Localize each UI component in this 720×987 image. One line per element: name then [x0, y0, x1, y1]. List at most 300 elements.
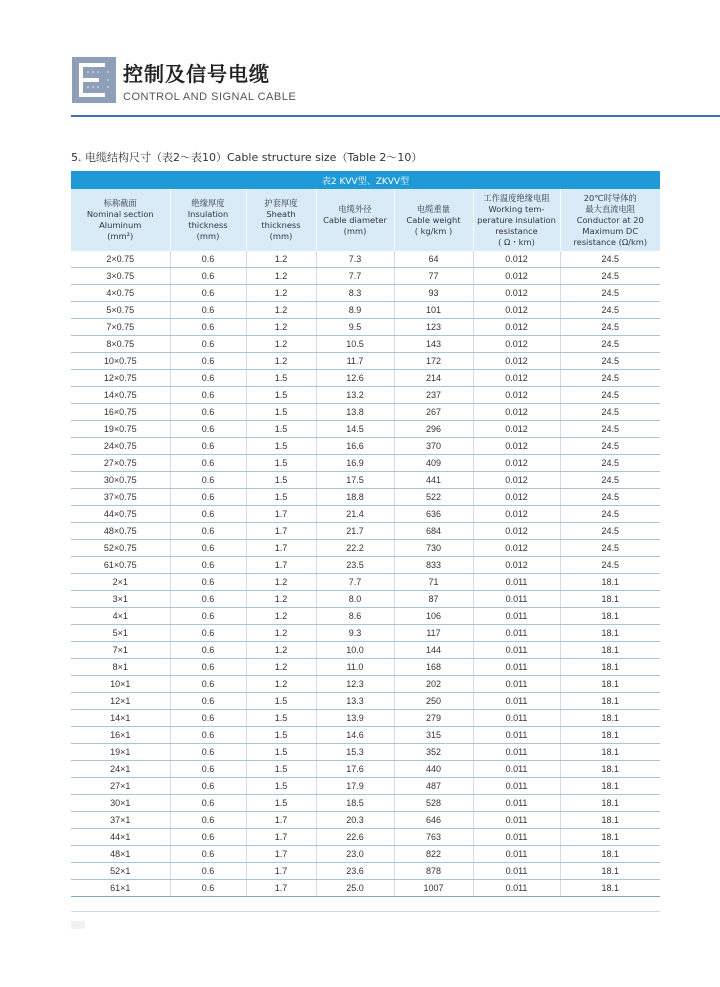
- table-row: [71, 659, 660, 676]
- table-cell: 0.6: [170, 608, 246, 625]
- table-cell: 0.012: [473, 472, 560, 489]
- page-subtitle: CONTROL AND SIGNAL CABLE: [123, 91, 297, 103]
- column-header-line: ( Ω・km): [498, 236, 535, 247]
- table-cell: 10.5: [316, 336, 394, 353]
- table-cell: 24.5: [560, 455, 660, 472]
- table-cell: 30×1: [71, 795, 170, 812]
- table-cell: 24×1: [71, 761, 170, 778]
- table-cell: 0.011: [473, 727, 560, 744]
- table-cell: 684: [394, 523, 473, 540]
- footer-divider: [71, 911, 660, 912]
- table-cell: 18.1: [560, 846, 660, 863]
- table-cell: 18.1: [560, 863, 660, 880]
- table-cell: 52×1: [71, 863, 170, 880]
- table-cell: 48×1: [71, 846, 170, 863]
- table-row: [71, 710, 660, 727]
- table-cell: 0.6: [170, 404, 246, 421]
- table-cell: 1.7: [246, 523, 316, 540]
- table-cell: 37×0.75: [71, 489, 170, 506]
- table-cell: 0.6: [170, 336, 246, 353]
- table-cell: 21.4: [316, 506, 394, 523]
- table-cell: 37×1: [71, 812, 170, 829]
- table-cell: 24.5: [560, 285, 660, 302]
- table-cell: 106: [394, 608, 473, 625]
- table-cell: 1.5: [246, 761, 316, 778]
- table-cell: 730: [394, 540, 473, 557]
- table-cell: 16.9: [316, 455, 394, 472]
- column-header: [170, 189, 246, 251]
- table-cell: 24.5: [560, 472, 660, 489]
- table-cell: 18.1: [560, 761, 660, 778]
- table-cell: 636: [394, 506, 473, 523]
- table-cell: 24.5: [560, 336, 660, 353]
- table-cell: 25.0: [316, 880, 394, 897]
- table-cell: 14.5: [316, 421, 394, 438]
- table-cell: 77: [394, 268, 473, 285]
- table-cell: 8.0: [316, 591, 394, 608]
- table-cell: 12.3: [316, 676, 394, 693]
- table-cell: 0.011: [473, 846, 560, 863]
- table-cell: 1.5: [246, 370, 316, 387]
- table-row: [71, 353, 660, 370]
- table-cell: 3×1: [71, 591, 170, 608]
- table-row: [71, 812, 660, 829]
- table-cell: 237: [394, 387, 473, 404]
- table-cell: 8×1: [71, 659, 170, 676]
- table-cell: 17.9: [316, 778, 394, 795]
- table-cell: 2×1: [71, 574, 170, 591]
- table-cell: 13.2: [316, 387, 394, 404]
- table-row: [71, 370, 660, 387]
- table-cell: 44×1: [71, 829, 170, 846]
- column-header-line: Cable diameter: [323, 214, 387, 225]
- table-cell: 0.6: [170, 302, 246, 319]
- table-cell: 24.5: [560, 302, 660, 319]
- table-cell: 1.5: [246, 472, 316, 489]
- table-row: [71, 591, 660, 608]
- table-cell: 0.6: [170, 829, 246, 846]
- column-header-line: (mm²): [107, 231, 134, 241]
- column-header-line: (mm): [196, 231, 220, 241]
- table-cell: 52×0.75: [71, 540, 170, 557]
- table-cell: 2×0.75: [71, 251, 170, 268]
- table-cell: 0.6: [170, 455, 246, 472]
- table-cell: 1.5: [246, 710, 316, 727]
- table-cell: 9.5: [316, 319, 394, 336]
- table-cell: 87: [394, 591, 473, 608]
- table-cell: 441: [394, 472, 473, 489]
- table-cell: 0.011: [473, 761, 560, 778]
- column-header: [71, 189, 170, 251]
- table-cell: 17.5: [316, 472, 394, 489]
- column-header-line: Working tem-: [488, 203, 545, 214]
- table-cell: 21.7: [316, 523, 394, 540]
- table-cell: 10×1: [71, 676, 170, 693]
- column-header-line: ( kg/km ): [414, 225, 453, 236]
- table-cell: 522: [394, 489, 473, 506]
- column-header-line: Sheath: [266, 209, 296, 219]
- table-row: [71, 421, 660, 438]
- table-cell: 19×1: [71, 744, 170, 761]
- table-cell: 0.6: [170, 540, 246, 557]
- column-header: [246, 189, 316, 251]
- table-cell: 0.012: [473, 302, 560, 319]
- column-header-line: resistance (Ω/km): [573, 236, 648, 247]
- table-cell: 763: [394, 829, 473, 846]
- table-cell: 24.5: [560, 421, 660, 438]
- table-cell: 0.012: [473, 285, 560, 302]
- table-cell: 24.5: [560, 489, 660, 506]
- column-header-line: 20℃时导体的: [583, 192, 637, 203]
- table-cell: 0.6: [170, 438, 246, 455]
- table-cell: 0.6: [170, 353, 246, 370]
- table-cell: 1.7: [246, 846, 316, 863]
- table-row: [71, 880, 660, 897]
- table-cell: 0.012: [473, 370, 560, 387]
- table-cell: 9.3: [316, 625, 394, 642]
- table-cell: 20.3: [316, 812, 394, 829]
- table-cell: 18.1: [560, 795, 660, 812]
- table-cell: 18.1: [560, 744, 660, 761]
- table-cell: 1.2: [246, 591, 316, 608]
- table-cell: 14×0.75: [71, 387, 170, 404]
- table-cell: 0.6: [170, 659, 246, 676]
- table-cell: 0.012: [473, 540, 560, 557]
- table-cell: 0.011: [473, 795, 560, 812]
- table-cell: 0.012: [473, 404, 560, 421]
- table-cell: 0.011: [473, 659, 560, 676]
- table-cell: 64: [394, 251, 473, 268]
- table-cell: 1.7: [246, 863, 316, 880]
- table-cell: 0.6: [170, 744, 246, 761]
- table-cell: 11.7: [316, 353, 394, 370]
- table-row: [71, 829, 660, 846]
- table-cell: 18.1: [560, 812, 660, 829]
- table-cell: 0.012: [473, 506, 560, 523]
- table-cell: 30×0.75: [71, 472, 170, 489]
- table-cell: 14×1: [71, 710, 170, 727]
- table-cell: 202: [394, 676, 473, 693]
- table-cell: 24.5: [560, 251, 660, 268]
- table-cell: 0.011: [473, 829, 560, 846]
- table-cell: 0.012: [473, 421, 560, 438]
- table-row: [71, 285, 660, 302]
- table-cell: 0.6: [170, 574, 246, 591]
- table-row: [71, 727, 660, 744]
- table-cell: 16×0.75: [71, 404, 170, 421]
- table-cell: 18.1: [560, 710, 660, 727]
- table-cell: 17.6: [316, 761, 394, 778]
- table-row: [71, 506, 660, 523]
- table-cell: 23.6: [316, 863, 394, 880]
- table-row: [71, 404, 660, 421]
- table-cell: 7.7: [316, 574, 394, 591]
- table-cell: 214: [394, 370, 473, 387]
- table-cell: 646: [394, 812, 473, 829]
- column-header-line: 电缆外径: [338, 203, 372, 214]
- table-caption: 表2 KVV型、ZKVV型: [71, 171, 660, 189]
- table-cell: 0.012: [473, 557, 560, 574]
- table-cell: 1.5: [246, 727, 316, 744]
- table-cell: 24.5: [560, 268, 660, 285]
- table-cell: 1.5: [246, 455, 316, 472]
- table-cell: 1.5: [246, 438, 316, 455]
- table-cell: 71: [394, 574, 473, 591]
- table-cell: 440: [394, 761, 473, 778]
- table-cell: 0.011: [473, 676, 560, 693]
- table-row: [71, 693, 660, 710]
- table-cell: 1.2: [246, 659, 316, 676]
- table-cell: 1.2: [246, 608, 316, 625]
- column-header-line: resistance: [495, 225, 538, 236]
- table-cell: 18.8: [316, 489, 394, 506]
- table-cell: 0.011: [473, 608, 560, 625]
- table-cell: 0.012: [473, 319, 560, 336]
- table-row: [71, 557, 660, 574]
- table-cell: 144: [394, 642, 473, 659]
- table-cell: 18.1: [560, 727, 660, 744]
- table-cell: 24×0.75: [71, 438, 170, 455]
- table-cell: 0.011: [473, 710, 560, 727]
- table-cell: 8.6: [316, 608, 394, 625]
- table-cell: 18.1: [560, 659, 660, 676]
- column-header-line: 绝缘厚度: [191, 198, 225, 208]
- table-row: [71, 438, 660, 455]
- table-cell: 1.2: [246, 642, 316, 659]
- table-row: [71, 336, 660, 353]
- table-cell: 24.5: [560, 319, 660, 336]
- table-row: [71, 642, 660, 659]
- table-cell: 61×0.75: [71, 557, 170, 574]
- table-cell: 1.7: [246, 557, 316, 574]
- table-cell: 1.2: [246, 676, 316, 693]
- table-cell: 0.6: [170, 489, 246, 506]
- table-row: [71, 676, 660, 693]
- table-cell: 0.012: [473, 336, 560, 353]
- table-cell: 0.6: [170, 268, 246, 285]
- column-header-line: Maximum DC: [582, 225, 639, 236]
- table-cell: 0.6: [170, 251, 246, 268]
- table-row: [71, 608, 660, 625]
- table-row: [71, 574, 660, 591]
- table-cell: 1.7: [246, 829, 316, 846]
- table-body: [71, 251, 660, 897]
- table-cell: 15.3: [316, 744, 394, 761]
- table-cell: 1.2: [246, 302, 316, 319]
- table-cell: 0.6: [170, 472, 246, 489]
- table-cell: 24.5: [560, 557, 660, 574]
- column-header-line: (mm): [343, 225, 367, 236]
- table-cell: 13.9: [316, 710, 394, 727]
- table-cell: 14.6: [316, 727, 394, 744]
- column-header-line: 护套厚度: [264, 198, 298, 208]
- table-cell: 0.6: [170, 285, 246, 302]
- table-cell: 101: [394, 302, 473, 319]
- table-row: [71, 540, 660, 557]
- table-row: [71, 863, 660, 880]
- table-row: [71, 795, 660, 812]
- footer-mark: [71, 921, 85, 929]
- table-cell: 0.012: [473, 438, 560, 455]
- table-cell: 0.6: [170, 693, 246, 710]
- table-row: [71, 251, 660, 268]
- table-cell: 1.2: [246, 285, 316, 302]
- table-cell: 48×0.75: [71, 523, 170, 540]
- column-header-line: 工作温度绝缘电阻: [483, 192, 550, 203]
- table-cell: 12×1: [71, 693, 170, 710]
- table-cell: 1.7: [246, 506, 316, 523]
- table-cell: 0.6: [170, 506, 246, 523]
- table-cell: 24.5: [560, 387, 660, 404]
- table-cell: 0.011: [473, 574, 560, 591]
- table-row: [71, 387, 660, 404]
- table-cell: 8.3: [316, 285, 394, 302]
- table-cell: 123: [394, 319, 473, 336]
- table-cell: 12.6: [316, 370, 394, 387]
- table-cell: 24.5: [560, 353, 660, 370]
- table-cell: 93: [394, 285, 473, 302]
- column-header-line: perature insulation: [477, 214, 556, 225]
- table-cell: 1.5: [246, 744, 316, 761]
- table-cell: 24.5: [560, 370, 660, 387]
- table-cell: 0.011: [473, 642, 560, 659]
- column-header-line: (mm): [269, 231, 293, 241]
- table-cell: 61×1: [71, 880, 170, 897]
- table-cell: 0.012: [473, 523, 560, 540]
- column-header: [560, 189, 660, 251]
- table-cell: 117: [394, 625, 473, 642]
- table-cell: 22.6: [316, 829, 394, 846]
- table-cell: 4×1: [71, 608, 170, 625]
- table-cell: 23.5: [316, 557, 394, 574]
- column-header-line: Insulation: [187, 209, 229, 219]
- table-cell: 352: [394, 744, 473, 761]
- table-cell: 0.012: [473, 251, 560, 268]
- table-cell: 0.011: [473, 744, 560, 761]
- table-cell: 168: [394, 659, 473, 676]
- table-cell: 0.6: [170, 846, 246, 863]
- column-header: [473, 189, 560, 251]
- table-cell: 1.2: [246, 251, 316, 268]
- column-header: [394, 189, 473, 251]
- table-cell: 0.011: [473, 812, 560, 829]
- table-cell: 528: [394, 795, 473, 812]
- table-cell: 172: [394, 353, 473, 370]
- table-cell: 0.012: [473, 353, 560, 370]
- table-cell: 16×1: [71, 727, 170, 744]
- table-cell: 0.6: [170, 778, 246, 795]
- table-cell: 16.6: [316, 438, 394, 455]
- table-cell: 1.5: [246, 693, 316, 710]
- table-cell: 18.1: [560, 778, 660, 795]
- table-row: [71, 778, 660, 795]
- table-cell: 5×1: [71, 625, 170, 642]
- table-cell: 0.6: [170, 676, 246, 693]
- table-cell: 24.5: [560, 404, 660, 421]
- table-cell: 23.0: [316, 846, 394, 863]
- table-cell: 0.012: [473, 489, 560, 506]
- table-cell: 18.1: [560, 693, 660, 710]
- table-cell: 0.6: [170, 642, 246, 659]
- header-divider: [71, 115, 720, 117]
- table-cell: 0.6: [170, 523, 246, 540]
- table-cell: 0.011: [473, 693, 560, 710]
- table-row: [71, 489, 660, 506]
- table-cell: 1.5: [246, 421, 316, 438]
- table-cell: 0.011: [473, 880, 560, 897]
- table-cell: 8×0.75: [71, 336, 170, 353]
- table-row: [71, 761, 660, 778]
- table-cell: 0.6: [170, 710, 246, 727]
- column-header-line: Conductor at 20: [576, 214, 644, 225]
- table-row: [71, 302, 660, 319]
- table-cell: 1.7: [246, 540, 316, 557]
- table-row: [71, 846, 660, 863]
- table-cell: 0.6: [170, 863, 246, 880]
- table-cell: 24.5: [560, 506, 660, 523]
- table-cell: 0.6: [170, 421, 246, 438]
- column-header-line: 标称截面: [103, 198, 137, 208]
- table-cell: 18.1: [560, 880, 660, 897]
- table-cell: 27×1: [71, 778, 170, 795]
- table-cell: 1.2: [246, 353, 316, 370]
- table-cell: 1.5: [246, 387, 316, 404]
- table-cell: 0.012: [473, 387, 560, 404]
- table-cell: 18.1: [560, 642, 660, 659]
- table-cell: 0.6: [170, 319, 246, 336]
- table-cell: 0.6: [170, 761, 246, 778]
- table-cell: 0.011: [473, 778, 560, 795]
- table-cell: 143: [394, 336, 473, 353]
- column-header-line: Cable weight: [406, 214, 461, 225]
- table-cell: 0.6: [170, 557, 246, 574]
- table-cell: 0.012: [473, 268, 560, 285]
- table-cell: 18.1: [560, 625, 660, 642]
- column-header-line: Aluminum: [99, 220, 142, 230]
- table-cell: 0.012: [473, 455, 560, 472]
- table-cell: 250: [394, 693, 473, 710]
- table-cell: 487: [394, 778, 473, 795]
- table-cell: 370: [394, 438, 473, 455]
- table-cell: 12×0.75: [71, 370, 170, 387]
- table-row: [71, 523, 660, 540]
- table-cell: 1.5: [246, 795, 316, 812]
- table-cell: 18.1: [560, 676, 660, 693]
- table-cell: 0.6: [170, 880, 246, 897]
- table-cell: 18.1: [560, 608, 660, 625]
- table-cell: 5×0.75: [71, 302, 170, 319]
- column-header-line: 最大直流电阻: [585, 203, 636, 214]
- column-header: [316, 189, 394, 251]
- table-cell: 1.7: [246, 880, 316, 897]
- section-title: 5. 电缆结构尺寸（表2～表10）Cable structure size（Table 2～10）: [71, 151, 423, 164]
- table-cell: 11.0: [316, 659, 394, 676]
- section-logo-icon: [72, 57, 116, 103]
- table-cell: 1.2: [246, 625, 316, 642]
- table-cell: 0.6: [170, 591, 246, 608]
- table-cell: 10×0.75: [71, 353, 170, 370]
- column-header-line: thickness: [188, 220, 228, 230]
- table-cell: 10.0: [316, 642, 394, 659]
- table-cell: 1.2: [246, 319, 316, 336]
- table-cell: 7×0.75: [71, 319, 170, 336]
- table-cell: 7×1: [71, 642, 170, 659]
- table-row: [71, 744, 660, 761]
- table-cell: 1.5: [246, 404, 316, 421]
- table-header-row: [71, 189, 660, 251]
- table-cell: 0.6: [170, 387, 246, 404]
- table-row: [71, 455, 660, 472]
